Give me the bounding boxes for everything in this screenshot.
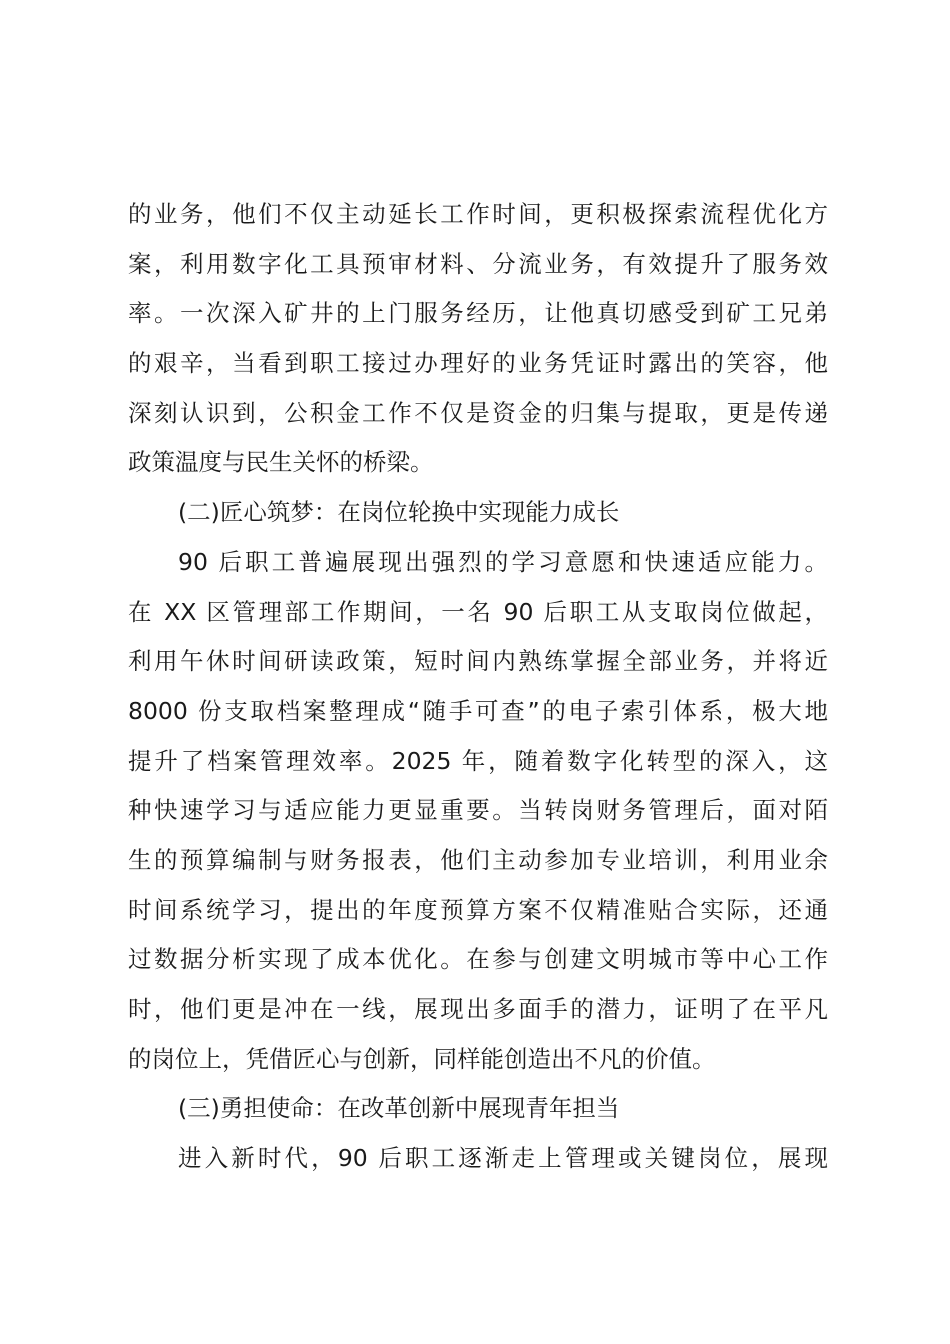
section-heading: (三)勇担使命：在改革创新中展现青年担当 [178,1094,620,1123]
text-line: 提升了档案管理效率。2025 年，随着数字化转型的深入，这 [128,746,828,775]
text-line: 生的预算编制与财务报表，他们主动参加专业培训，利用业余 [128,845,828,874]
document-body [128,190,828,1184]
text-line: 时，他们更是冲在一线，展现出多面手的潜力，证明了在平凡 [128,995,828,1023]
text-line: 政策温度与民生关怀的桥梁。 [128,448,434,477]
text-line: 利用午休时间研读政策，短时间内熟练掌握全部业务，并将近 [128,647,828,676]
text-line: 90 后职工普遍展现出强烈的学习意愿和快速适应能力。 [178,547,828,576]
text-line: 种快速学习与适应能力更显重要。当转岗财务管理后，面对陌 [128,796,828,825]
text-line: 的岗位上，凭借匠心与创新，同样能创造出不凡的价值。 [128,1044,716,1073]
text-line: 时间系统学习，提出的年度预算方案不仅精准贴合实际，还通 [128,895,828,924]
text-line: 8000 份支取档案整理成“随手可查”的电子索引体系，极大地 [128,696,828,725]
text-line: 在 XX 区管理部工作期间，一名 90 后职工从支取岗位做起， [128,597,828,626]
text-line: 率。一次深入矿井的上门服务经历，让他真切感受到矿工兄弟 [128,299,828,328]
section-heading: (二)匠心筑梦：在岗位轮换中实现能力成长 [178,498,620,527]
text-line: 进入新时代，90 后职工逐渐走上管理或关键岗位，展现 [178,1144,828,1173]
text-line: 过数据分析实现了成本优化。在参与创建文明城市等中心工作 [128,945,828,974]
text-line: 案，利用数字化工具预审材料、分流业务，有效提升了服务效 [128,249,828,278]
text-line: 的艰辛，当看到职工接过办理好的业务凭证时露出的笑容，他 [128,349,828,378]
text-line: 的业务，他们不仅主动延长工作时间，更积极探索流程优化方 [128,200,828,228]
text-line: 深刻认识到，公积金工作不仅是资金的归集与提取，更是传递 [128,398,828,427]
